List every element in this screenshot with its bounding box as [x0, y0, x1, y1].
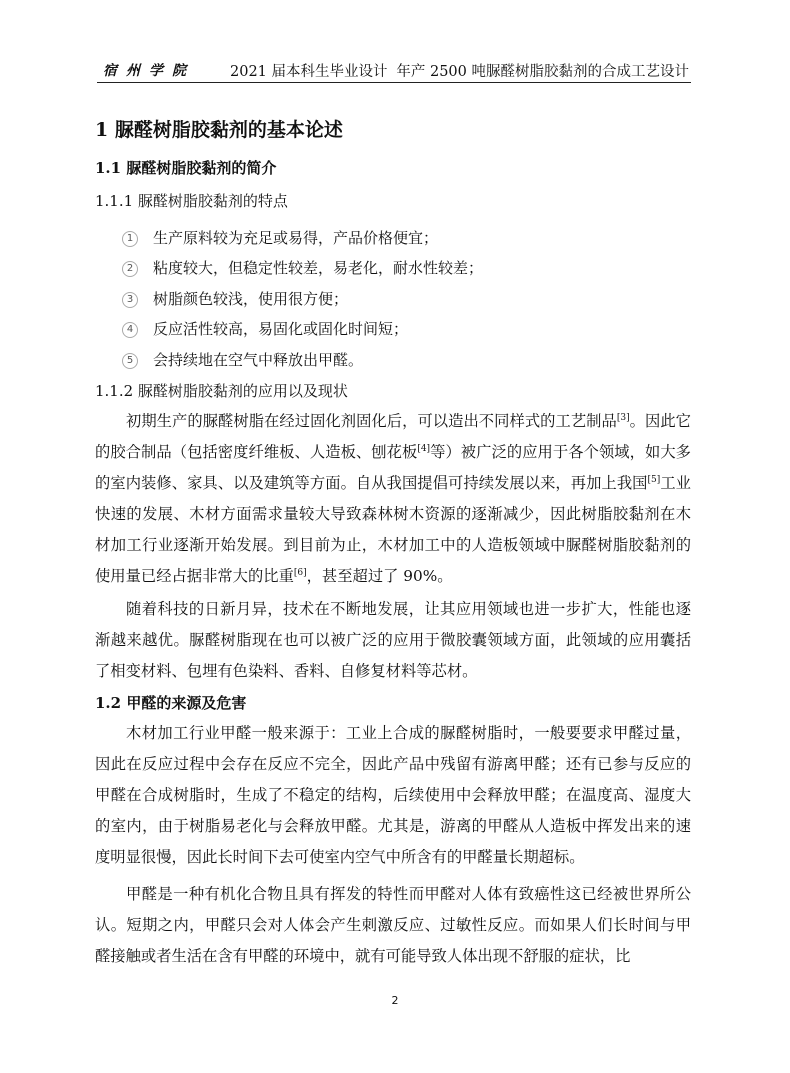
paragraph-text: 。因此它的胶合制品（包括密度纤维板、人造板、刨花板 [95, 411, 691, 461]
header-document-type: 2021 届本科生毕业设计 [230, 64, 388, 80]
list-item-text: 生产原料较为充足或易得，产品价格便宜； [153, 229, 439, 247]
circled-number: 5 [122, 353, 138, 369]
circled-number: 3 [122, 292, 138, 308]
circled-number: 2 [122, 261, 138, 277]
paragraph-text: ，甚至超过了 90%。 [306, 566, 453, 585]
list-item [95, 253, 691, 283]
subsection-heading-1-1-1: 1.1.1 脲醛树脂胶黏剂的特点 [95, 192, 288, 210]
citation-ref: [3] [616, 412, 630, 423]
circled-number: 1 [122, 231, 138, 247]
list-item-text: 反应活性较高，易固化或固化时间短； [153, 320, 409, 339]
chapter-title: 1 脲醛树脂胶黏剂的基本论述 [95, 119, 343, 141]
list-item-text: 树脂颜色较浅，使用很方便； [153, 289, 349, 308]
paragraph-text: 等）被广泛的应用于各个领域，如大多的室内装修、家具、以及建筑等方面。自从我国提倡可持续发展以来，再加上我国 [95, 442, 691, 492]
paragraph-text: 工业快速的发展、木材方面需求量较大导致森林树木资源的逐渐减少，因此树脂胶黏剂在木材加工行业逐渐开始发展。到目前为止，木材加工中的人造板领域中脲醛树脂胶黏剂的使用量已经占据非常大的比重 [95, 473, 691, 585]
paragraph-formaldehyde-source: 木材加工行业甲醛一般来源于：工业上合成的脲醛树脂时，一般要要求甲醛过量，因此在反应过程中会存在反应不完全，因此产品中残留有游离甲醛；还有已参与反应的甲醛在合成树脂时，生成了不稳定的结构，后续使用中会释放甲醛；在温度高、湿度大的室内，由于树脂易老化与会释放甲醛。尤其是，游离的甲醛从人造板中挥发出来的速度明显很慢，因此长时间下去可使室内空气中所含有的甲醛量长期超标。 [95, 723, 691, 866]
paragraph-formaldehyde-hazard: 甲醛是一种有机化合物且具有挥发的特性而甲醛对人体有致癌性这已经被世界所公认。短期之内，甲醛只会对人体会产生刺激反应、过敏性反应。而如果人们长时间与甲醛接触或者生活在含有甲醛的环境中，就有可能导致人体出现不舒服的症状，比 [95, 884, 691, 965]
citation-ref: [6] [293, 567, 307, 578]
citation-ref: [4] [417, 443, 431, 454]
features-list [95, 223, 691, 375]
paragraph-application [95, 406, 691, 592]
header-thesis-title: 年产 2500 吨脲醛树脂胶黏剂的合成工艺设计 [396, 64, 689, 80]
section-heading-1-2: 1.2 甲醛的来源及危害 [95, 693, 247, 712]
paragraph-microcapsule: 随着科技的日新月异，技术在不断地发展，让其应用领域也进一步扩大，性能也逐渐越来越优。脲醛树脂现在也可以被广泛的应用于微胶囊领域方面，此领域的应用囊括了相变材料、包埋有色染料、香料、自修复材料等芯材。 [95, 599, 691, 680]
list-item [95, 284, 691, 314]
list-item [95, 314, 691, 344]
page-header [97, 56, 691, 83]
paragraph-text: 初期生产的脲醛树脂在经过固化剂固化后，可以造出不同样式的工艺制品 [126, 411, 617, 430]
list-item [95, 223, 691, 253]
header-school-name: 宿州学院 [103, 63, 195, 79]
citation-ref: [5] [647, 474, 661, 485]
page-body [95, 108, 691, 972]
circled-number: 4 [122, 322, 138, 338]
list-item [95, 345, 691, 375]
section-heading-1-1: 1.1 脲醛树脂胶黏剂的简介 [95, 159, 277, 177]
page-number: 2 [391, 994, 399, 1007]
list-item-text: 会持续地在空气中释放出甲醛。 [153, 350, 364, 369]
subsection-heading-1-1-2: 1.1.2 脲醛树脂胶黏剂的应用以及现状 [95, 381, 348, 400]
list-item-text: 粘度较大，但稳定性较差，易老化，耐水性较差； [153, 259, 484, 278]
